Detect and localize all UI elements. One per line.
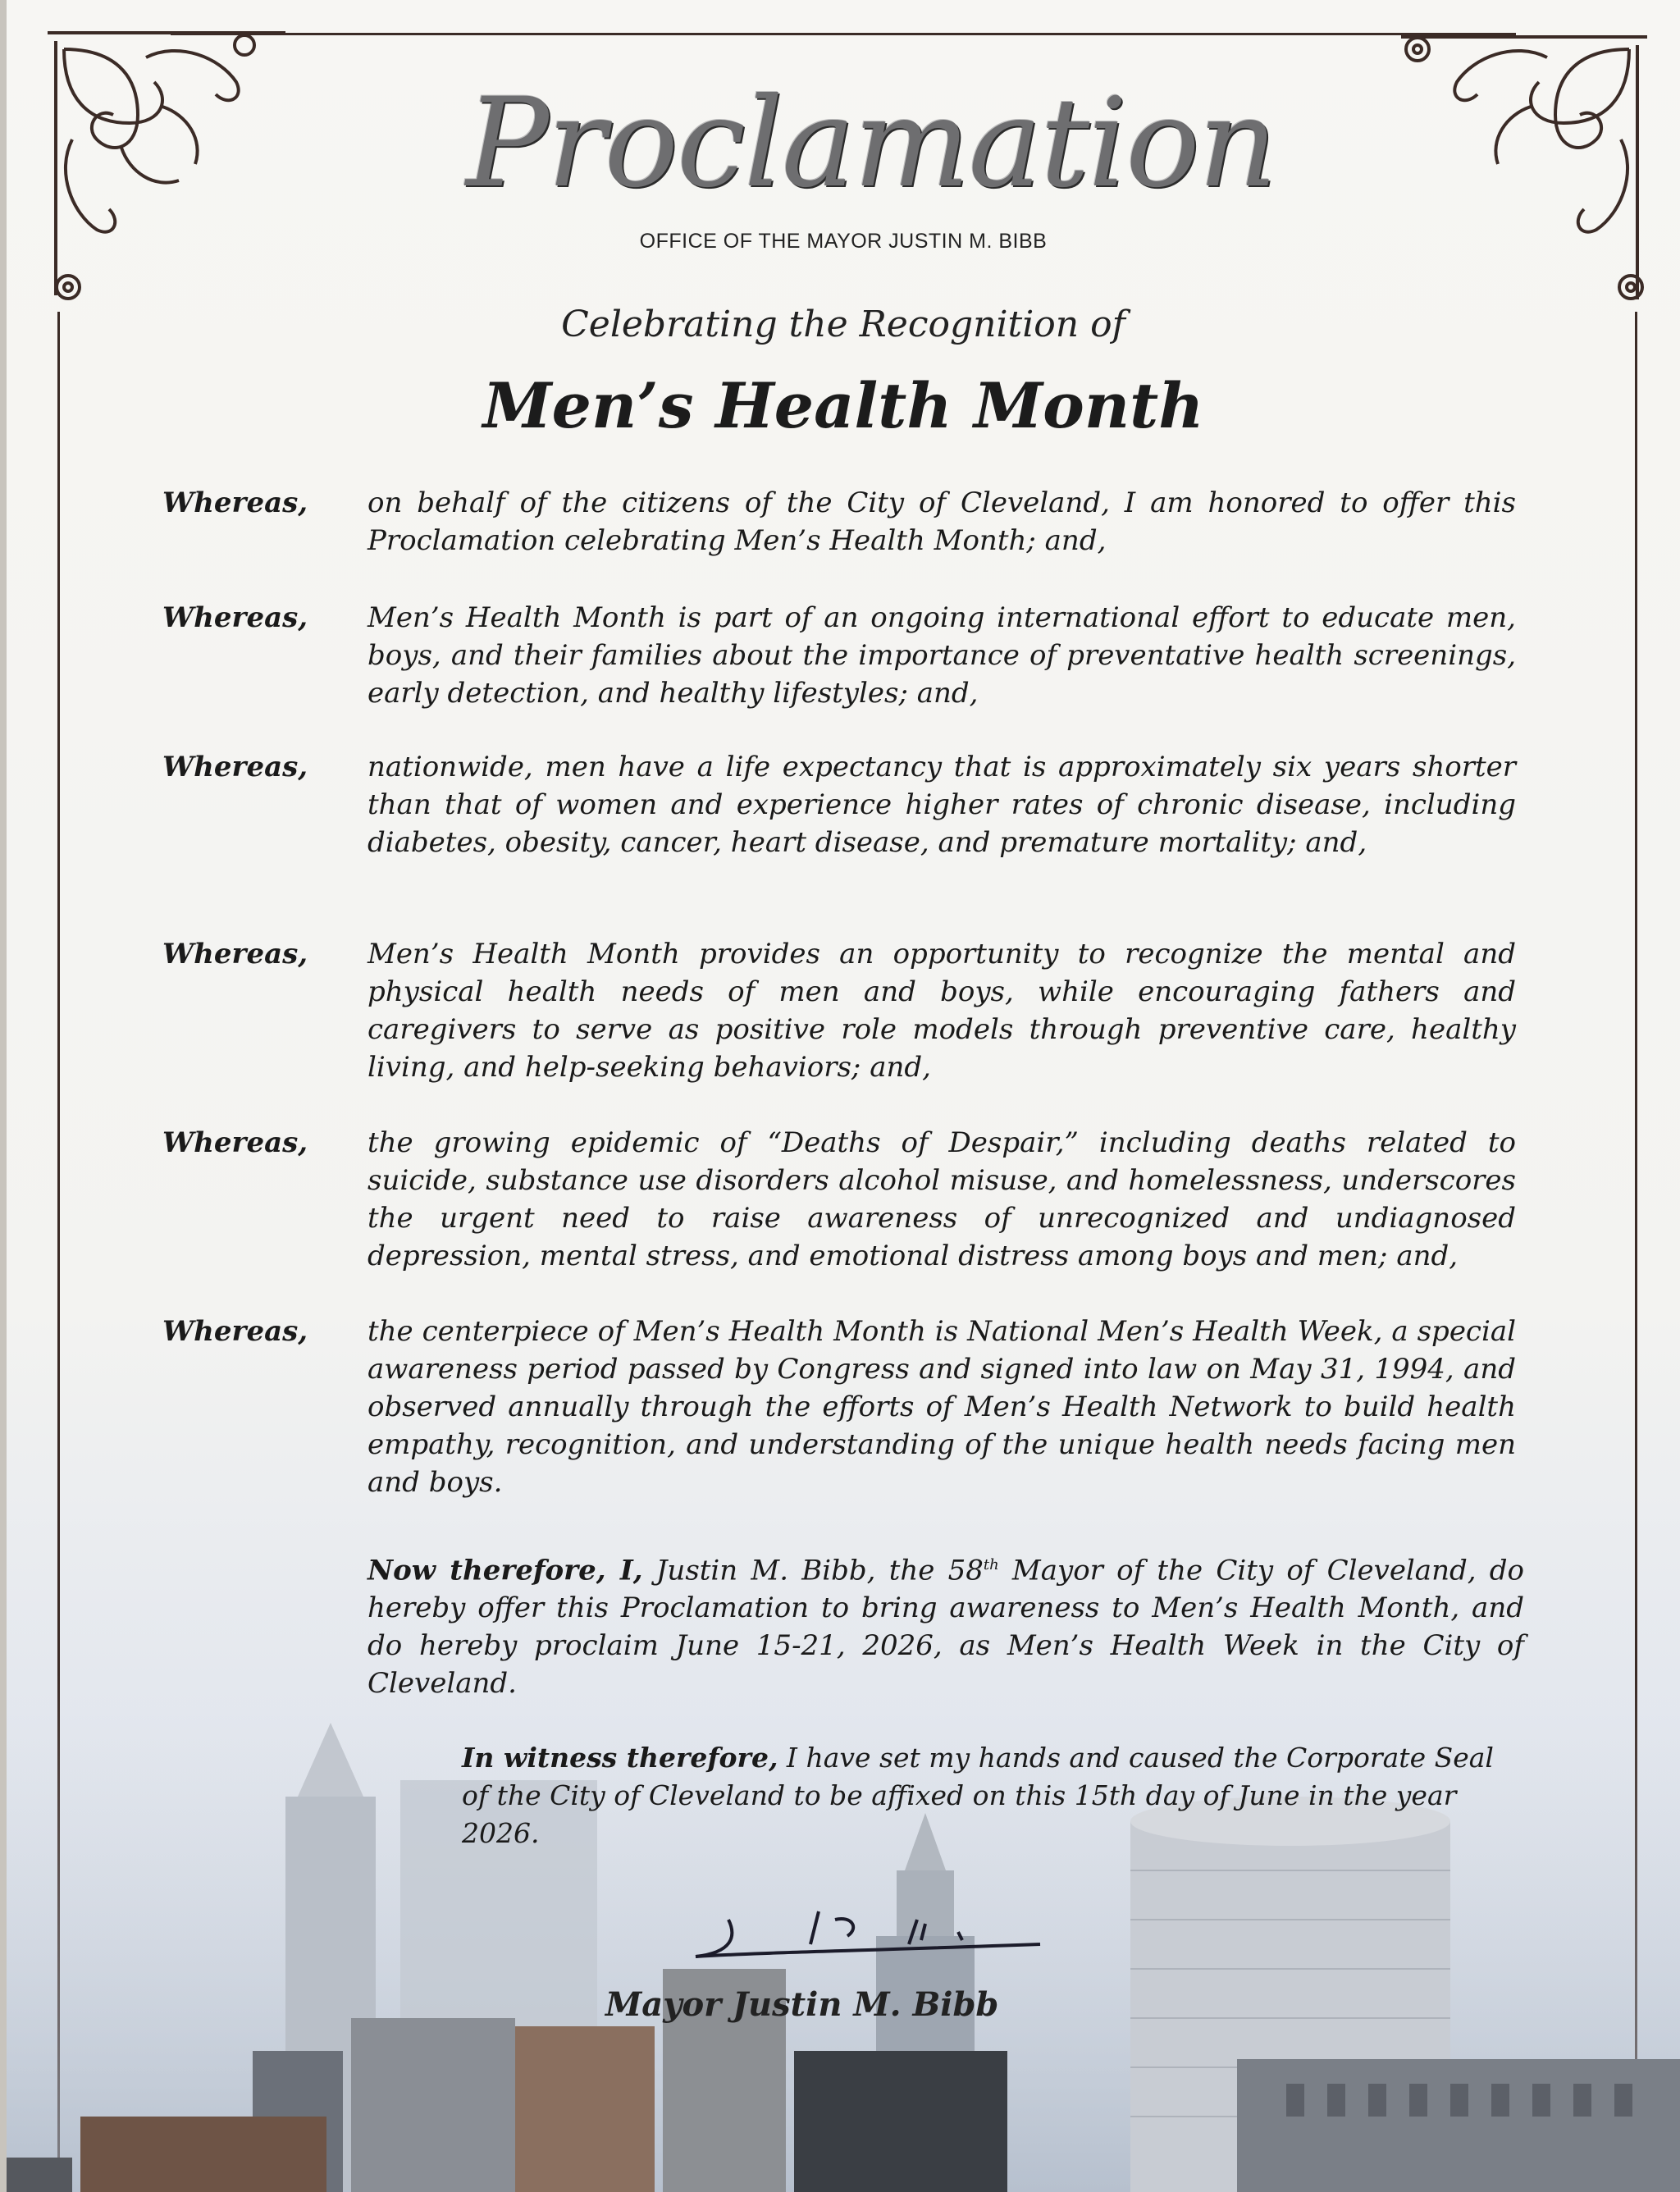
clause-text: Men’s Health Month is part of an ongoing international effort to educate men, boys, and their families about the importance of preventative health screenings, early detection, and healthy lifestyles; and, [368, 601, 1516, 710]
clause-lead: Whereas, [162, 751, 308, 783]
witness-lead: In witness therefore, [462, 1742, 778, 1774]
frame-top-line [171, 33, 1516, 35]
clause-lead: Whereas, [162, 938, 308, 970]
resolution-text: Mayor of the City of Cleveland, do hereby offer this Proclamation to bring awareness to Men’s Health Month, and do hereby proclaim June 15-21, 2026, as Men’s Health Week in the City of [368, 1554, 1525, 1663]
clause-lead: Whereas, [162, 486, 308, 519]
clause-lead: Whereas, [162, 601, 308, 634]
clause-text: the growing epidemic of “Deaths of Despair,” including deaths related to suicide, substance use disorders alcohol misuse, and homelessness, underscores the urgent need to raise awareness of unrecognized and undiagnosed depression, mental stress, and emotional distress among boys and men; and, [368, 1126, 1516, 1272]
whereas-clause [162, 1313, 1524, 1509]
witness-paragraph [462, 1739, 1524, 1852]
clause-text: the centerpiece of Men’s Health Month is National Men’s Health Week, a special awareness period passed by Congress and signed into law on May 31, 1994, and observed annually through the efforts of Men’s Health Network to build health empathy, recognition, and understanding of the unique health needs facing men and boys. [368, 1315, 1516, 1499]
whereas-clause [162, 1124, 1524, 1280]
document-heading: Men’s Health Month [482, 369, 1204, 442]
clause-text: Men’s Health Month provides an opportunity to recognize the mental and physical health needs of men and boys, while encouraging fathers and caregivers to serve as positive role models through preventive care, healthy living, and help-seeking behaviors; and, [368, 938, 1516, 1084]
clause-text: on behalf of the citizens of the City of Cleveland, I am honored to offer this Proclamation celebrating Men’s Health Month; and, [368, 486, 1516, 557]
whereas-clause [162, 935, 1524, 1091]
office-line: OFFICE OF THE MAYOR JUSTIN M. BIBB [639, 230, 1048, 253]
whereas-clause [162, 484, 1524, 566]
witness-text: I have set my hands and caused the Corporate Seal of the City of Cleveland to be affixed on this 15th day of June in the year 2026. [462, 1742, 1494, 1849]
clause-lead: Whereas, [162, 1126, 308, 1159]
mayor-name: Justin M. Bibb [655, 1554, 867, 1587]
signer-name: Mayor Justin M. Bibb [605, 1985, 999, 2024]
subtitle: Celebrating the Recognition of [561, 304, 1125, 345]
corner-flourish-top-left-icon [39, 25, 302, 320]
whereas-clause [162, 748, 1524, 904]
ordinal-prefix: , the 58 [866, 1554, 984, 1587]
clause-lead: Whereas, [162, 1315, 308, 1348]
ordinal-suffix: th [983, 1556, 999, 1573]
corner-flourish-top-right-icon [1385, 16, 1664, 320]
mayor-signature-icon [646, 1887, 1057, 1977]
document-title: Proclamation [466, 72, 1276, 215]
clause-text: nationwide, men have a life expectancy that is approximately six years shorter than that of women and experience higher rates of chronic disease, including diabetes, obesity, cancer, heart disease, and premature mortality; and, [368, 751, 1516, 859]
whereas-clause [162, 599, 1524, 714]
resolution-lead: Now therefore, I, [368, 1554, 643, 1587]
